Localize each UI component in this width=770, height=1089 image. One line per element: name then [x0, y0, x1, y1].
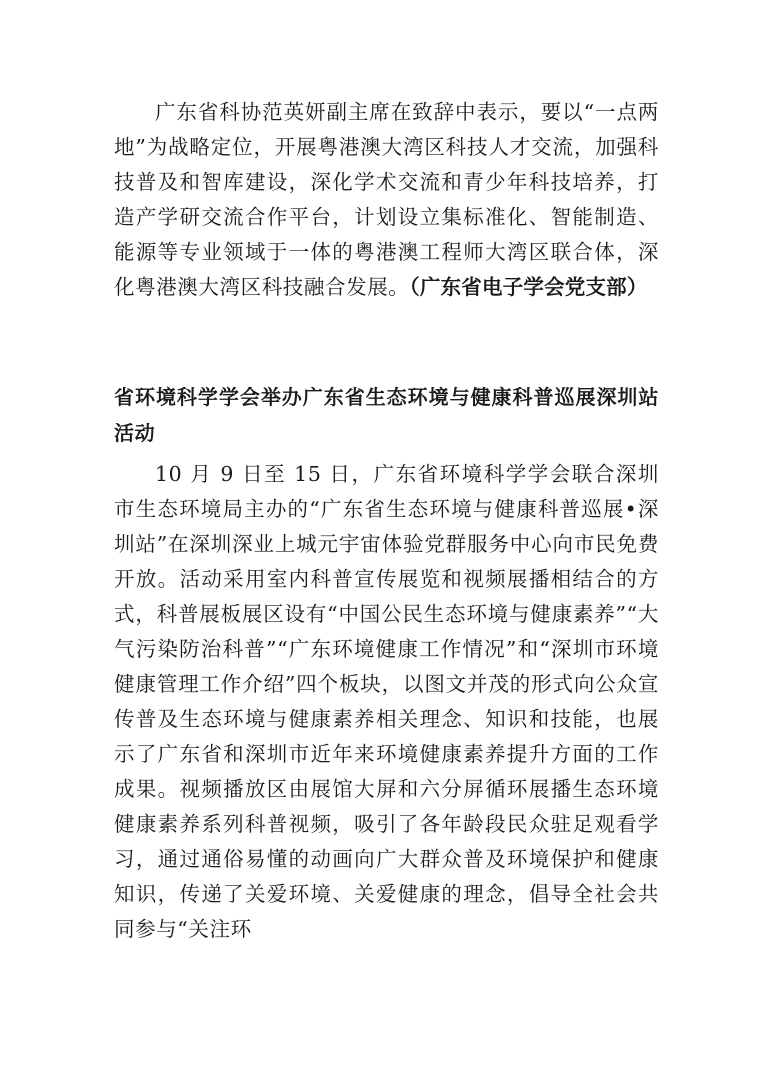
article-1-paragraph [114, 95, 659, 305]
article-2-title: 省环境科学学会举办广东省生态环境与健康科普巡展深圳站活动 [114, 385, 659, 445]
article-1-body: 广东省科协范英妍副主席在致辞中表示，要以“一点两地”为战略定位，开展粤港澳大湾区科技人才交流，加强科技普及和智库建设，深化学术交流和青少年科技培养，打造产学研交流合作平台，计划设立集标准化、智能制造、能源等专业领域于一体的粤港澳工程师大湾区联合体，深化粤港澳大湾区科技融合发展。 [114, 100, 659, 299]
article-1-credit: （广东省电子学会党支部） [409, 275, 648, 299]
article-2-body: 10 月 9 日至 15 日，广东省环境科学学会联合深圳市生态环境局主办的“广东省生态环境与健康科普巡展•深圳站”在深圳深业上城元宇宙体验党群服务中心向市民免费开放。活动采用室内科普宣传展览和视频展播相结合的方式，科普展板展区设有“中国公民生态环境与健康素养”“大气污染防治科普”“广东环境健康工作情况”和“深圳市环境健康管理工作介绍”四个板块，以图文并茂的形式向公众宣传普及生态环境与健康素养相关理念、知识和技能，也展示了广东省和深圳市近年来环境健康素养提升方面的工作成果。视频播放区由展馆大屏和六分屏循环展播生态环境健康素养系列科普视频，吸引了各年龄段民众驻足观看学习，通过通俗易懂的动画向广大群众普及环境保护和健康知识，传递了关爱环境、关爱健康的理念，倡导全社会共同参与“关注环 [114, 462, 659, 941]
